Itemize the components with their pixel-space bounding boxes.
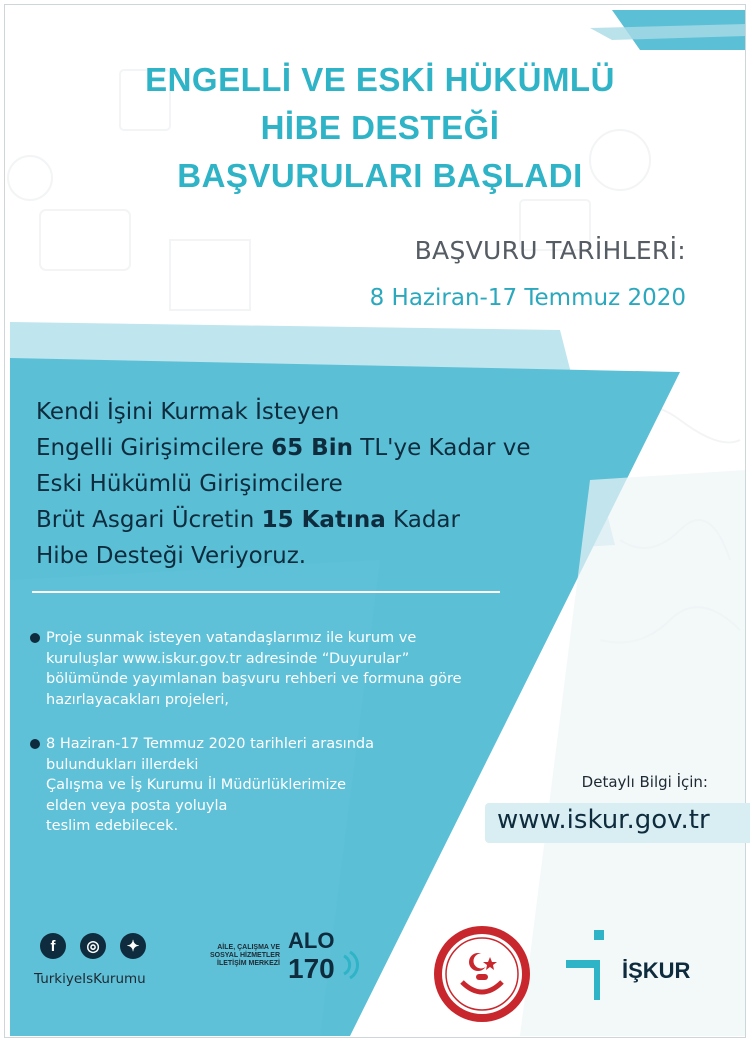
bullet-1-line-3: bölümünde yayımlanan başvuru rehberi ve formuna göre: [46, 671, 462, 687]
bullet-item-2: [28, 734, 488, 837]
social-icons: [40, 933, 146, 959]
twitter-icon[interactable]: ✦: [120, 933, 146, 959]
application-dates-value: 8 Haziran-17 Temmuz 2020: [369, 285, 686, 311]
main-line-5: Hibe Desteği Veriyoruz.: [36, 543, 307, 569]
ministry-line-2: SOSYAL HİZMETLER: [209, 952, 280, 959]
bullet-dot: [30, 739, 40, 749]
divider-line: [32, 591, 500, 593]
website-link[interactable]: www.iskur.gov.tr: [497, 805, 710, 835]
main-line-2-post: TL'ye Kadar ve: [352, 435, 531, 461]
bullet-1-line-4: hazırlayacakları projeleri,: [46, 691, 230, 708]
main-line-2-pre: Engelli Girişimcilere: [36, 435, 272, 461]
facebook-icon[interactable]: f: [40, 933, 66, 959]
main-line-2-bold: 65 Bin: [271, 435, 353, 461]
ministry-line-1: AİLE, ÇALIŞMA VE: [217, 944, 280, 951]
title-line-1: ENGELLİ VE ESKİ HÜKÜMLÜ: [145, 61, 615, 98]
ministry-center-text: [190, 944, 280, 968]
iskur-logo: [566, 930, 718, 1004]
main-line-4-post: Kadar: [385, 507, 460, 533]
bullet-2-line-4: elden veya posta yoluyla: [46, 797, 228, 814]
alo-170-logo: [286, 928, 360, 984]
main-line-1: Kendi İşini Kurmak İsteyen: [36, 399, 340, 425]
alo-wave-1: [344, 956, 350, 974]
title-line-3: BAŞVURULARI BAŞLADI: [177, 157, 583, 194]
ministry-line-3: İLETİŞİM MERKEZİ: [217, 960, 280, 967]
bullet-dot: [30, 633, 40, 643]
alo-text: ALO: [288, 928, 335, 953]
bullet-1-line-1: Proje sunmak isteyen vatandaşlarımız ile kurum ve: [46, 630, 417, 646]
bullet-2-line-3: Çalışma ve İş Kurumu İl Müdürlüklerimize: [46, 777, 347, 793]
iskur-wordmark: İŞKUR: [622, 958, 691, 983]
bullet-item-1: [28, 628, 488, 710]
bullet-list: [28, 628, 488, 837]
bullet-2-line-1: 8 Haziran-17 Temmuz 2020 tarihleri arasında: [46, 736, 374, 752]
social-handle: TurkiyeIsKurumu: [34, 971, 146, 987]
info-label: Detaylı Bilgi İçin:: [581, 773, 708, 791]
main-line-4: [36, 502, 596, 538]
main-line-4-bold: 15 Katına: [261, 507, 386, 533]
main-message: [36, 394, 596, 574]
ministry-seal-logo: [432, 924, 532, 1024]
bullet-2-line-5: teslim edebilecek.: [46, 818, 179, 834]
alo-number: 170: [288, 953, 335, 984]
application-dates-label: BAŞVURU TARİHLERİ:: [414, 236, 686, 265]
title-line-2: HİBE DESTEĞİ: [260, 109, 500, 146]
bullet-1-line-2: kuruluşlar www.iskur.gov.tr adresinde “Duyurular”: [46, 650, 410, 667]
main-line-3: Eski Hükümlü Girişimcilere: [36, 471, 343, 497]
main-line-2: [36, 430, 596, 466]
bullet-2-line-2: bulundukları illerdeki: [46, 756, 199, 773]
instagram-icon[interactable]: ◎: [80, 933, 106, 959]
main-line-4-pre: Brüt Asgari Ücretin: [36, 507, 262, 533]
